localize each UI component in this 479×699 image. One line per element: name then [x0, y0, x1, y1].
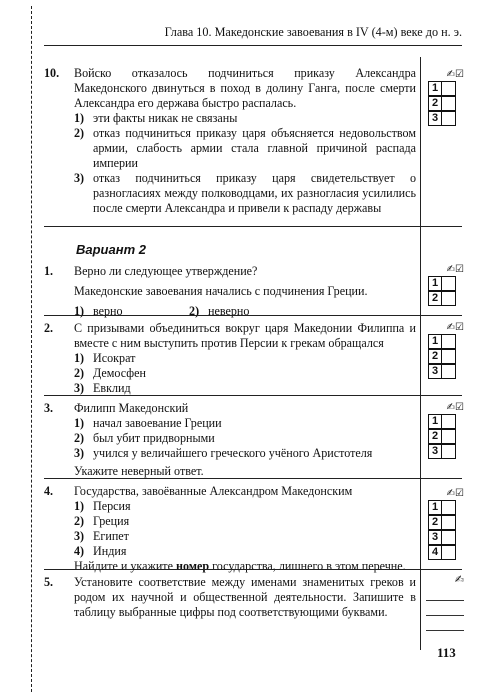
- answer-label: 2: [428, 291, 442, 306]
- option-number: 3): [74, 171, 85, 185]
- answer-label: 1: [428, 334, 442, 349]
- question-3: [44, 401, 416, 479]
- answer-label: 1: [428, 414, 442, 429]
- question-1: [44, 264, 416, 319]
- option-text: Персия: [93, 499, 131, 513]
- answer-checkbox[interactable]: [442, 334, 456, 349]
- answer-box-q1: [428, 264, 464, 306]
- answer-box-q10: [428, 69, 464, 126]
- question-statement: Македонские завоевания начались с подчинения Греции.: [74, 284, 368, 298]
- answer-checkbox[interactable]: [442, 364, 456, 379]
- option-number: 1): [74, 499, 85, 513]
- option-text: Исократ: [93, 351, 136, 365]
- answer-label: 3: [428, 364, 442, 379]
- answer-label: 2: [428, 349, 442, 364]
- option-1: [74, 111, 416, 126]
- option-number: 1): [74, 351, 85, 365]
- pen-check-icon: ✍☑: [446, 488, 464, 499]
- answer-label: 2: [428, 515, 442, 530]
- question-number: 1.: [44, 264, 54, 278]
- question-number: 2.: [44, 321, 54, 335]
- option-3: [74, 171, 416, 216]
- option-2: [74, 366, 416, 381]
- option-text: учился у величайшего греческого учёного Аристотеля: [93, 446, 373, 460]
- answer-checkbox[interactable]: [442, 291, 456, 306]
- option-3: [74, 529, 416, 544]
- option-1: [74, 351, 416, 366]
- question-instruction: Укажите неверный ответ.: [74, 464, 204, 478]
- option-number: 3): [74, 446, 85, 460]
- option-number: 2): [189, 304, 200, 318]
- option-4: [74, 544, 416, 559]
- pen-check-icon: ✍☑: [446, 69, 464, 80]
- option-number: 2): [74, 431, 85, 445]
- option-number: 1): [74, 111, 85, 125]
- answer-line[interactable]: [426, 600, 464, 601]
- question-instruction: [74, 559, 416, 574]
- options-row: [74, 304, 416, 319]
- question-text: Филипп Македонский: [74, 401, 189, 415]
- option-text: Греция: [93, 514, 130, 528]
- option-1: [74, 304, 186, 319]
- pen-check-icon: ✍☑: [446, 322, 464, 333]
- answer-label: 2: [428, 429, 442, 444]
- option-1: [74, 499, 416, 514]
- question-10: [44, 66, 416, 216]
- option-number: 2): [74, 366, 85, 380]
- cut-line: [31, 6, 32, 692]
- answer-checkbox[interactable]: [442, 349, 456, 364]
- option-number: 2): [74, 126, 85, 140]
- option-text: эти факты никак не связаны: [93, 111, 238, 125]
- question-2: [44, 321, 416, 396]
- question-number: 10.: [44, 66, 60, 80]
- question-4: [44, 484, 416, 574]
- option-text: неверно: [208, 304, 250, 318]
- answer-checkbox[interactable]: [442, 545, 456, 560]
- answer-checkbox[interactable]: [442, 444, 456, 459]
- question-number: 4.: [44, 484, 54, 498]
- answer-line[interactable]: [426, 615, 464, 616]
- question-number: 3.: [44, 401, 54, 415]
- answer-checkbox[interactable]: [442, 276, 456, 291]
- answer-label: 3: [428, 444, 442, 459]
- option-text: Евклид: [93, 381, 131, 395]
- divider: [44, 395, 462, 396]
- pen-check-icon: ✍☑: [446, 264, 464, 275]
- question-text: Верно ли следующее утверждение?: [74, 264, 258, 278]
- answer-label: 4: [428, 545, 442, 560]
- option-2: [74, 126, 416, 171]
- pen-icon: ✍: [454, 573, 464, 586]
- variant-title: Вариант 2: [76, 242, 146, 257]
- option-number: 1): [74, 416, 85, 430]
- page-header: Глава 10. Македонские завоевания в IV (4-м) веке до н. э.: [44, 25, 462, 46]
- answer-write-area: [426, 573, 464, 631]
- answer-label: 2: [428, 96, 442, 111]
- option-3: [74, 446, 416, 461]
- answer-box-q2: [428, 322, 464, 379]
- option-text: был убит придворными: [93, 431, 215, 445]
- question-text: Войско отказалось подчиниться приказу Александра Македонского двинуться в поход в долину Ганга, после смерти Александра его держава быстро распалась.: [74, 66, 416, 110]
- option-number: 3): [74, 381, 85, 395]
- question-number: 5.: [44, 575, 54, 589]
- pen-check-icon: ✍☑: [446, 402, 464, 413]
- option-text: отказ подчиниться приказу царя свидетельствует о разногласиях между полководцами, их разногласия усилились после смерти Александра и привели к распаду державы: [93, 171, 416, 215]
- option-text: Египет: [93, 529, 129, 543]
- instruction-emphasis: номер: [175, 559, 210, 573]
- question-5: [44, 575, 416, 620]
- answer-checkbox[interactable]: [442, 81, 456, 96]
- option-number: 1): [74, 304, 85, 318]
- question-text: С призывами объединиться вокруг царя Македонии Филиппа и вместе с ним выступить против Персии к грекам обращался: [74, 321, 416, 350]
- answer-box-q3: [428, 402, 464, 459]
- answer-checkbox[interactable]: [442, 414, 456, 429]
- divider: [44, 315, 462, 316]
- option-number: 2): [74, 514, 85, 528]
- instruction-text: государства, лишнего в этом перечне.: [209, 559, 406, 573]
- answer-checkbox[interactable]: [442, 429, 456, 444]
- option-text: Индия: [93, 544, 127, 558]
- divider: [44, 478, 462, 479]
- option-2: [74, 431, 416, 446]
- answer-label: 1: [428, 276, 442, 291]
- answer-label: 1: [428, 500, 442, 515]
- option-text: отказ подчиниться приказу царя объясняется недовольством армии, слабость армии стала главной причиной распада империи: [93, 126, 416, 170]
- answer-box-q4: [428, 488, 464, 560]
- option-3: [74, 381, 416, 396]
- question-text: Государства, завоёванные Александром Македонским: [74, 484, 353, 498]
- option-2: [189, 304, 301, 319]
- option-number: 3): [74, 529, 85, 543]
- option-number: 4): [74, 544, 85, 558]
- answer-checkbox[interactable]: [442, 530, 456, 545]
- option-text: Демосфен: [93, 366, 146, 380]
- answer-column-divider: [420, 57, 421, 650]
- answer-checkbox[interactable]: [442, 515, 456, 530]
- page-number: 113: [437, 645, 456, 660]
- option-text: начал завоевание Греции: [93, 416, 222, 430]
- instruction-text: Найдите и укажите: [74, 559, 176, 573]
- answer-checkbox[interactable]: [442, 96, 456, 111]
- answer-checkbox[interactable]: [442, 500, 456, 515]
- option-1: [74, 416, 416, 431]
- question-text: Установите соответствие между именами знаменитых греков и родом их научной и общественной деятельности. Запишите в таблицу выбранные цифры под соответствующими буквами.: [74, 575, 416, 619]
- answer-checkbox[interactable]: [442, 111, 456, 126]
- answer-label: 3: [428, 111, 442, 126]
- option-2: [74, 514, 416, 529]
- answer-label: 1: [428, 81, 442, 96]
- divider: [44, 226, 462, 227]
- answer-line[interactable]: [426, 630, 464, 631]
- divider: [44, 569, 462, 570]
- option-text: верно: [93, 304, 123, 318]
- answer-label: 3: [428, 530, 442, 545]
